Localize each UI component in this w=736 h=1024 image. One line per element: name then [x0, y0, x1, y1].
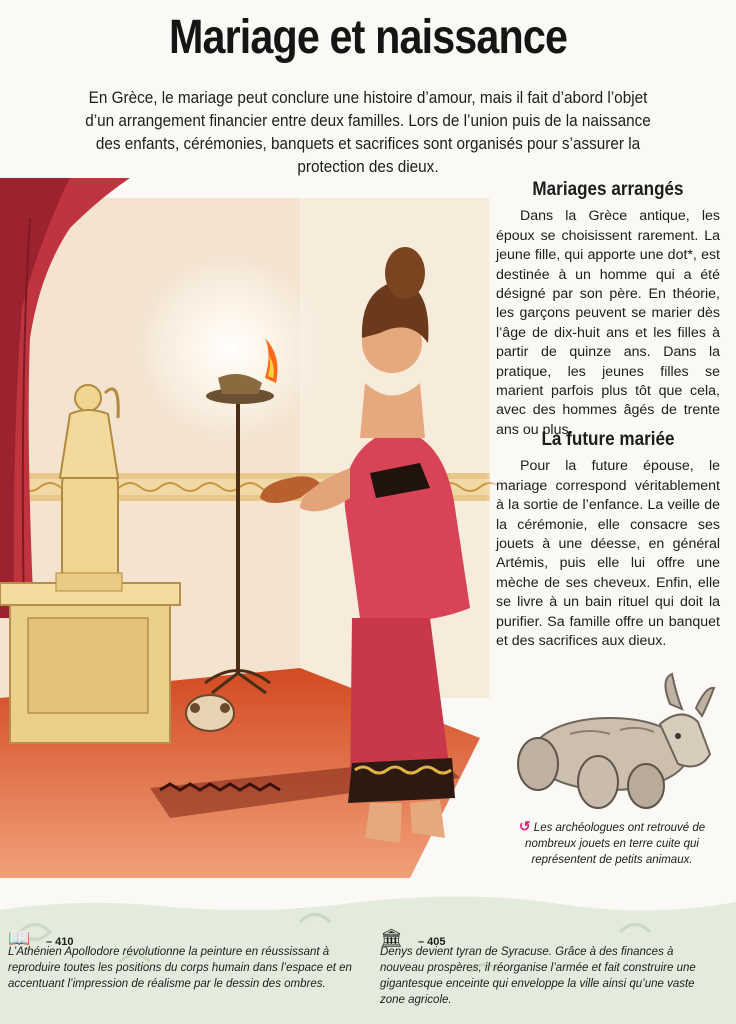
- page-title: Mariage et naissance: [168, 11, 568, 64]
- section-text: Pour la future épouse, le mariage correspond véritablement à la sortie de l’enfance. La veille de la cérémonie, elle consacre ses jouets à une déesse, en général Artémis, puis elle lui offre une mèche de ses cheveux. Enfin, elle se livre à un bain rituel qui doit la purifier. Sa famille offre un banquet et des sacrifices aux dieux.: [496, 458, 720, 650]
- section-future-mariee: [496, 430, 720, 651]
- terracotta-bull-toy: [510, 664, 720, 812]
- section-text: Dans la Grèce antique, les époux se choisissent rarement. La jeune fille, qui apporte une dot*, est destinée à un homme qui a été désigné par son père. En théorie, les garçons peuvent se marier dès l’âge de dix-huit ans et les filles à partir de quinze ans. Dans la pratique, les jeunes filles se marient parfois plus tôt que cela, avec des hommes âgés de trente ans ou plus.: [496, 208, 720, 438]
- section-mariages-arranges: [496, 180, 720, 440]
- city-icon: 🏛: [380, 928, 403, 948]
- section-heading: Mariages arrangés: [532, 179, 684, 200]
- book-icon: 📖: [8, 928, 31, 948]
- illustration-bride-offering: [0, 178, 500, 878]
- pedestal: [0, 583, 180, 743]
- timeline-text: Denys devient tyran de Syracuse. Grâce à des finances à nouveau prospères, il réorganise l’armée et fait construire une gigantesque enceinte qui enveloppe la ville ainsi qu’une vaste zone agricole.: [380, 946, 696, 1006]
- timeline-year: – 410: [46, 936, 74, 948]
- toy-caption: [512, 818, 712, 868]
- timeline-entry: [380, 930, 720, 1008]
- timeline-year: – 405: [418, 936, 446, 948]
- caption-text: Les archéologues ont retrouvé de nombreux jouets en terre cuite qui représentent de petits animaux.: [525, 822, 706, 866]
- timeline-text: L’Athénien Apollodore révolutionne la peinture en réussissant à reproduire toutes les positions du corps humain dans l’espace et en accentuant l’impression de réalisme par le dessin des ombres.: [8, 946, 352, 990]
- intro-paragraph: En Grèce, le mariage peut conclure une histoire d’amour, mais il fait d’abord l’objet d’un arrangement financier entre deux familles. Lors de l’union puis de la naissance des enfants, cérémonies, banquets et sacrifices sont organisés pour s’assurer la protection des dieux.: [85, 88, 651, 176]
- timeline-entry: [8, 930, 368, 992]
- curl-arrow-icon: ↺: [518, 818, 531, 834]
- section-heading: La future mariée: [541, 429, 675, 450]
- lamp-glow: [135, 253, 325, 443]
- pig-toy: [186, 695, 234, 731]
